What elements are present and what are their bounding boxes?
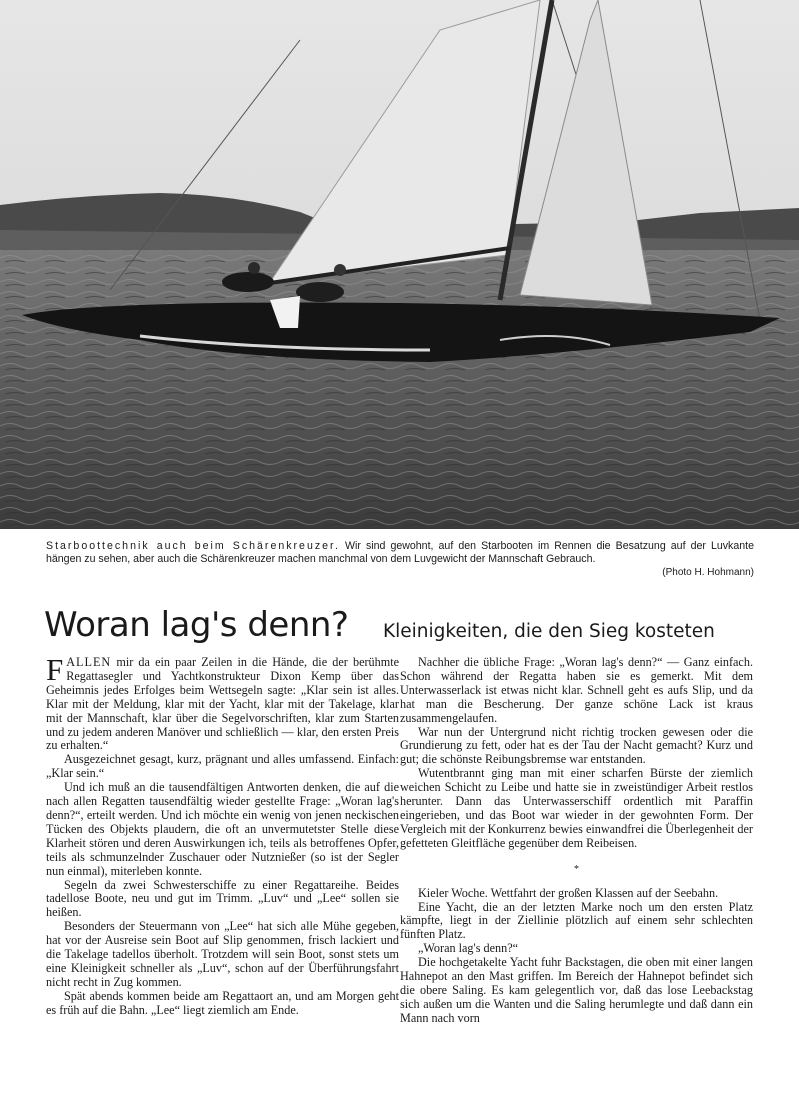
paragraph: Die hochgetakelte Yacht fuhr Backstagen, die oben mit einer langen Hahnepot an den Mast griffen. Im Bereich der Hahnepot befindet sich die obere Saling. Es kam gelegentlich vor, daß das lose Leebackstag sich außen um die Wanten und die Saling herumlegte und daß dann ein Mann nach vorn xyxy=(400,955,753,1025)
paragraph xyxy=(46,652,399,753)
photo-caption xyxy=(46,540,754,579)
paragraph: Eine Yacht, die an der letzten Marke noch um den ersten Platz kämpfte, liegt in der Ziellinie plötzlich auf einem sehr schlechten fünften Platz. xyxy=(400,899,753,942)
paragraph-text: mir da ein paar Zeilen in die Hände, die der berühmte Regattasegler und Yachtkonstrukteur Dixon Kemp über das Geheimnis jedes Erfolges beim Wettsegeln sagte: „Klar sein ist alles. Klar mit der Meldung, klar mit der Yacht, klar mit der Takelage, klar mit der Mannschaft, klar über die Segelvorschriften, klar zum Starten und zu jedem anderen Manöver und schließlich — klar, den ersten Preis zu erhalten.“ xyxy=(46,655,399,753)
paragraph: Spät abends kommen beide am Regattaort an, und am Morgen geht es früh auf die Bahn. „Lee“ liegt ziemlich am Ende. xyxy=(46,988,399,1017)
paragraph: Nachher die übliche Frage: „Woran lag's denn?“ — Ganz einfach. Schon während der Regatta haben sie es gemerkt. Mit dem Unterwasserlack ist etwas nicht klar. Schnell geht es aufs Slip, und da hat man die Bescherung. Der ganze schöne Lack ist kraus zusammengelaufen. xyxy=(400,655,753,725)
paragraph: Und ich muß an die tausendfältigen Antworten denken, die auf die nach allen Regatten tausendfältig wieder gestellte Frage: „Woran lag's denn?“, erteilt werden. Und ich möchte ein wenig von jenen neckischen Tücken des Objekts plaudern, die oft an unvermutetster Stelle diese Klarheit stören und deren Auswirkungen ich, teils als betroffenes Opfer, teils als schmunzelnder Zuschauer oder Nutznießer (so ist der Segler nun einmal), miterleben konnte. xyxy=(46,780,399,878)
drop-cap: F xyxy=(46,652,64,687)
sailing-yacht-photo xyxy=(0,0,799,529)
section-divider: * xyxy=(574,863,579,875)
paragraph: Kieler Woche. Wettfahrt der großen Klassen auf der Seebahn. xyxy=(418,885,719,900)
photo-credit: (Photo H. Hohmann) xyxy=(662,567,754,578)
paragraph: War nun der Untergrund nicht richtig trocken gewesen oder die Grundierung zu fett, oder hat es der Tau der Nacht gemacht? Kurz und gut; die schönste Reibungsbremse war entstanden. xyxy=(400,724,753,767)
paragraph: „Woran lag's denn?“ xyxy=(418,941,519,956)
article-column-left xyxy=(46,652,399,1018)
article-title: Woran lag's denn? xyxy=(44,605,349,645)
article-subtitle: Kleinigkeiten, die den Sieg kosteten xyxy=(383,621,715,642)
opening-caps: ALLEN xyxy=(66,655,112,669)
paragraph: Besonders der Steuermann von „Lee“ hat sich alle Mühe gegeben, hat vor der Ausreise sein Boot auf Slip genommen, frisch lackiert und die Takelage tadellos überholt. Trotzdem will sein Boot, sonst stets um eine Kleinigkeit schneller als „Luv“, schon auf der Überführungsfahrt nicht recht in Zug kommen. xyxy=(46,919,399,989)
paragraph: Segeln da zwei Schwesterschiffe zu einer Regattareihe. Beides tadellose Boote, neu und gut im Trimm. „Luv“ und „Lee“ sollen sie heißen. xyxy=(46,877,399,920)
article-column-right xyxy=(400,656,753,1026)
paragraph: Wutentbrannt ging man mit einer scharfen Bürste der ziemlich weichen Schicht zu Leibe und hatte sie in zweistündiger Arbeit restlos herunter. Dann das Unterwasserschiff ordentlich mit Paraffin eingerieben, und das Boot war wieder in der gewohnten Form. Der Vergleich mit der Konkurrenz bewies einwandfrei die Überlegenheit der gefetteten Gleitfläche gegenüber dem Reibeisen. xyxy=(400,766,753,850)
caption-text: Wir sind gewohnt, auf den Starbooten im Rennen die Besatzung auf der Luvkante hängen zu sehen, aber auch die Schärenkreuzer machen manchmal von dem Luvgewicht der Mannschaft Gebrauch. xyxy=(46,540,754,565)
paragraph: Ausgezeichnet gesagt, kurz, prägnant und alles umfassend. Einfach: „Klar sein.“ xyxy=(46,752,399,781)
caption-lead: Starboottechnik auch beim Schärenkreuzer. xyxy=(46,540,340,552)
